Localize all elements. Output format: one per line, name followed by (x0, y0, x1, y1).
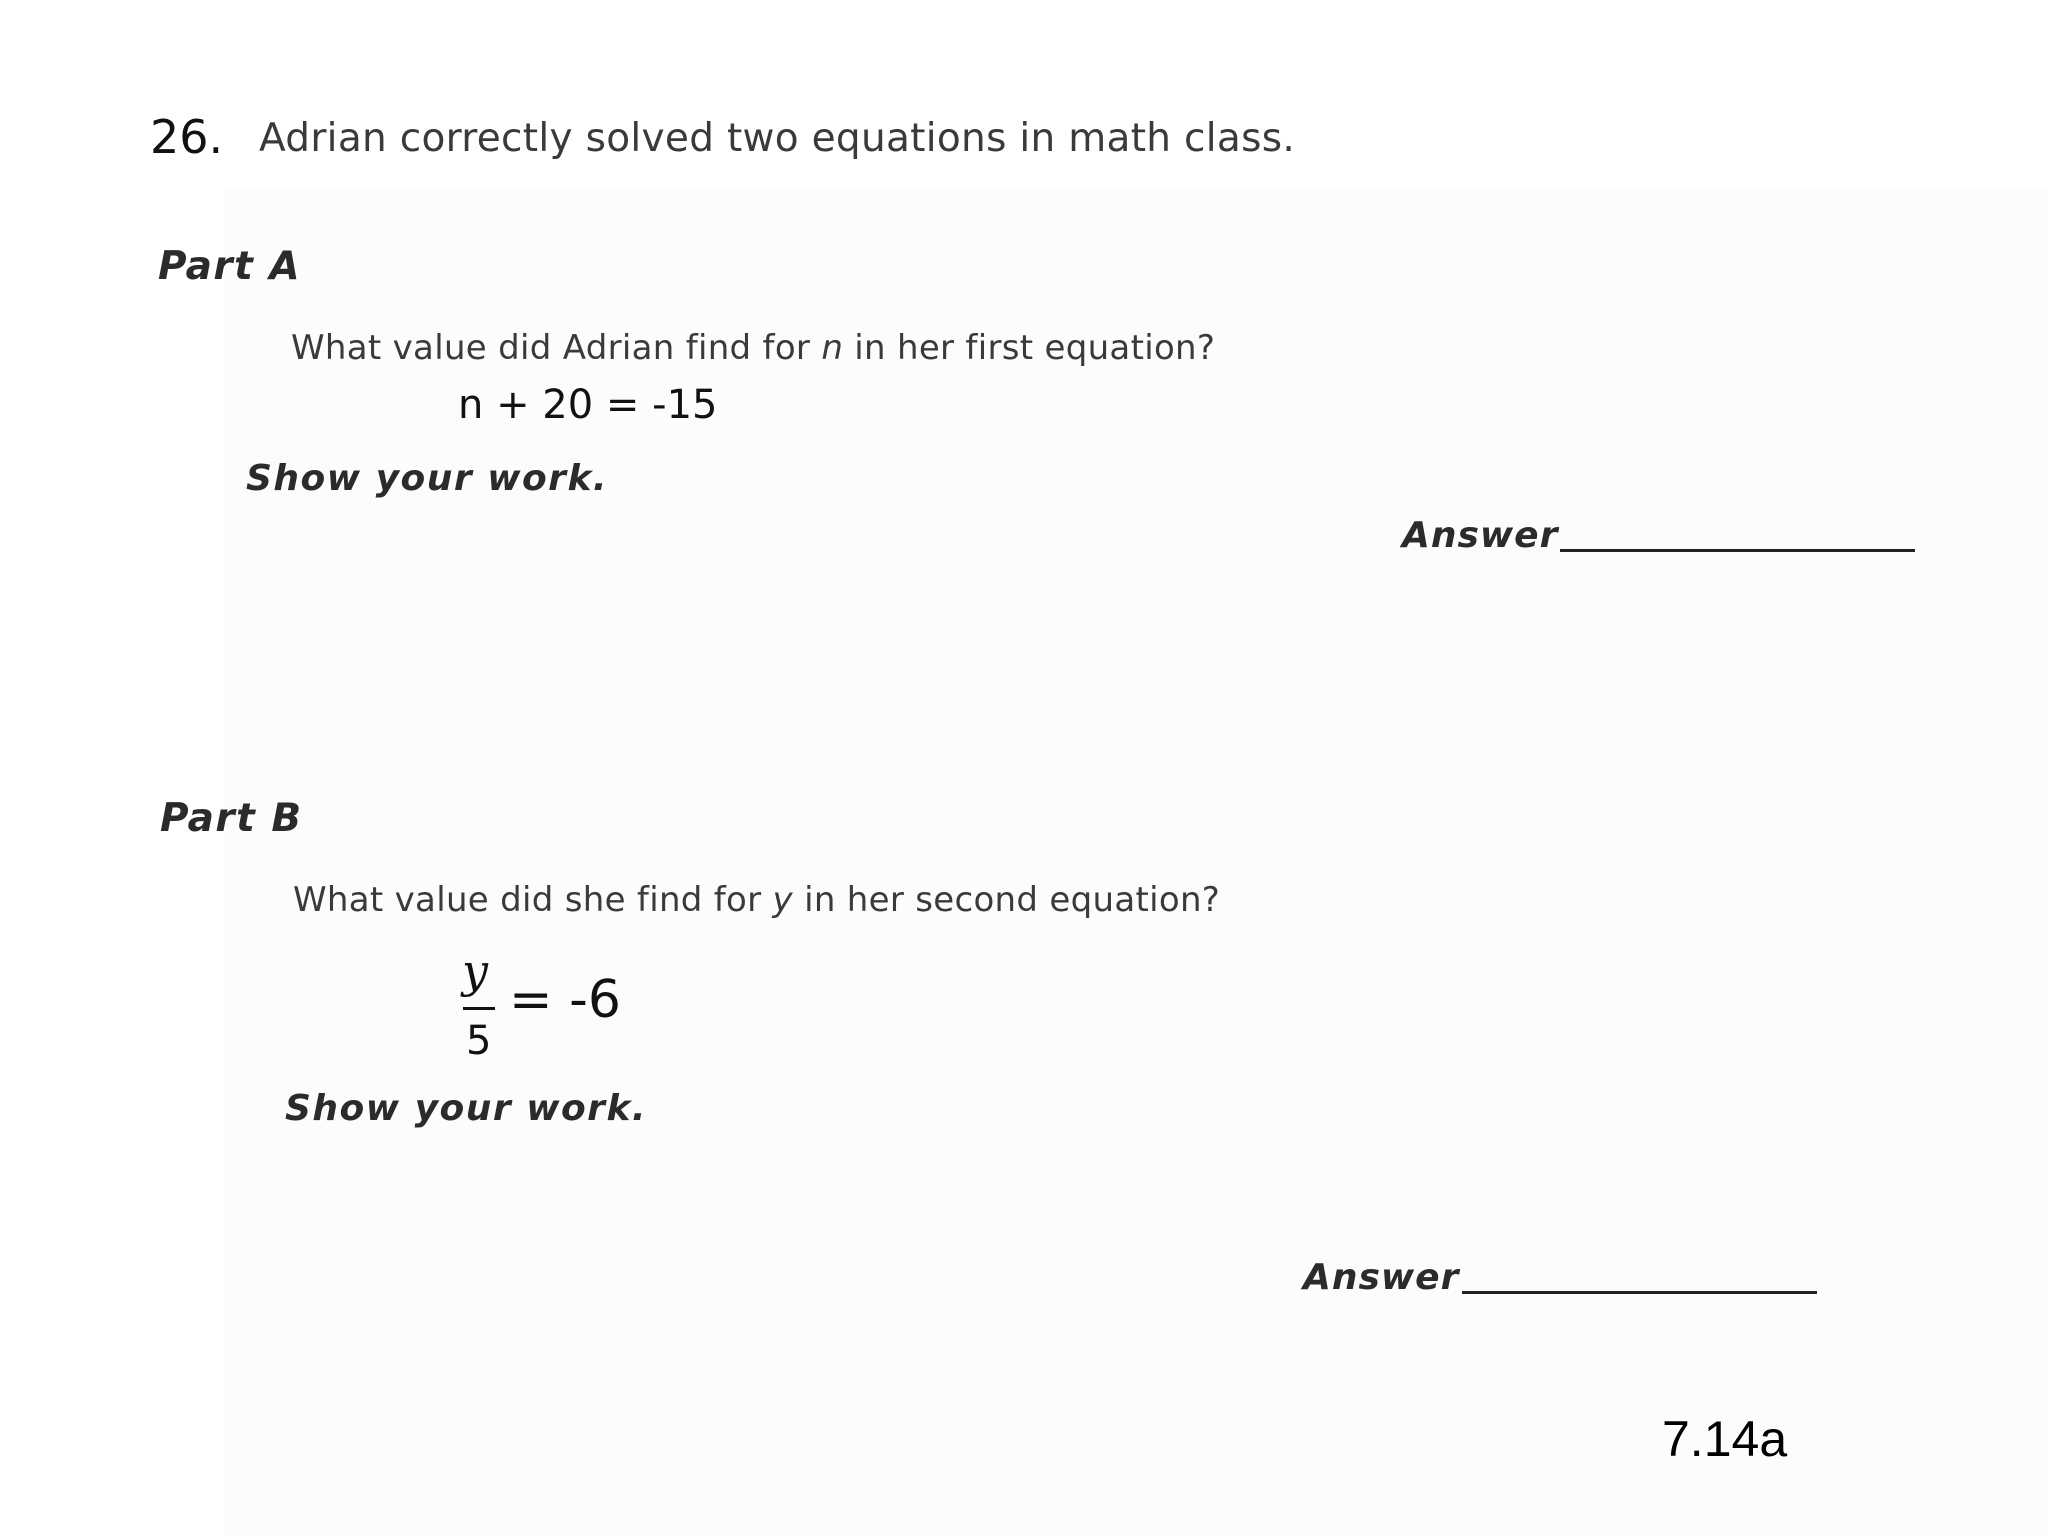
part-a-show-work: Show your work. (246, 458, 609, 499)
part-b-prompt-end: in her second equation? (792, 880, 1221, 920)
part-a-prompt (291, 328, 1215, 368)
question-stem: Adrian correctly solved two equations in math class. (259, 116, 1296, 161)
part-b-variable: y (772, 880, 793, 920)
part-b-show-work: Show your work. (285, 1088, 648, 1129)
part-b-answer-label: Answer (1303, 1257, 1460, 1298)
part-b-prompt (293, 880, 1220, 920)
part-b-answer-line[interactable] (1462, 1291, 1817, 1294)
part-a-prompt-text: What value did Adrian find for (291, 328, 822, 368)
part-a-prompt-end: in her first equation? (843, 328, 1216, 368)
part-a-answer-line[interactable] (1560, 549, 1915, 552)
part-b-heading: Part B (160, 796, 303, 841)
slide-code: 7.14a (1662, 1411, 1788, 1467)
part-b-fraction-denominator: 5 (466, 1018, 492, 1064)
question-number: 26. (150, 110, 224, 164)
part-a-heading: Part A (158, 244, 302, 289)
part-a-answer-label: Answer (1402, 515, 1559, 556)
part-a-equation: n + 20 = -15 (458, 382, 718, 428)
part-b-fraction-numerator: y (462, 944, 488, 998)
part-b-fraction-bar (463, 1007, 495, 1010)
part-a-variable: n (821, 328, 844, 368)
part-b-equation-rhs: = -6 (509, 970, 621, 1030)
part-b-prompt-text: What value did she find for (293, 880, 773, 920)
